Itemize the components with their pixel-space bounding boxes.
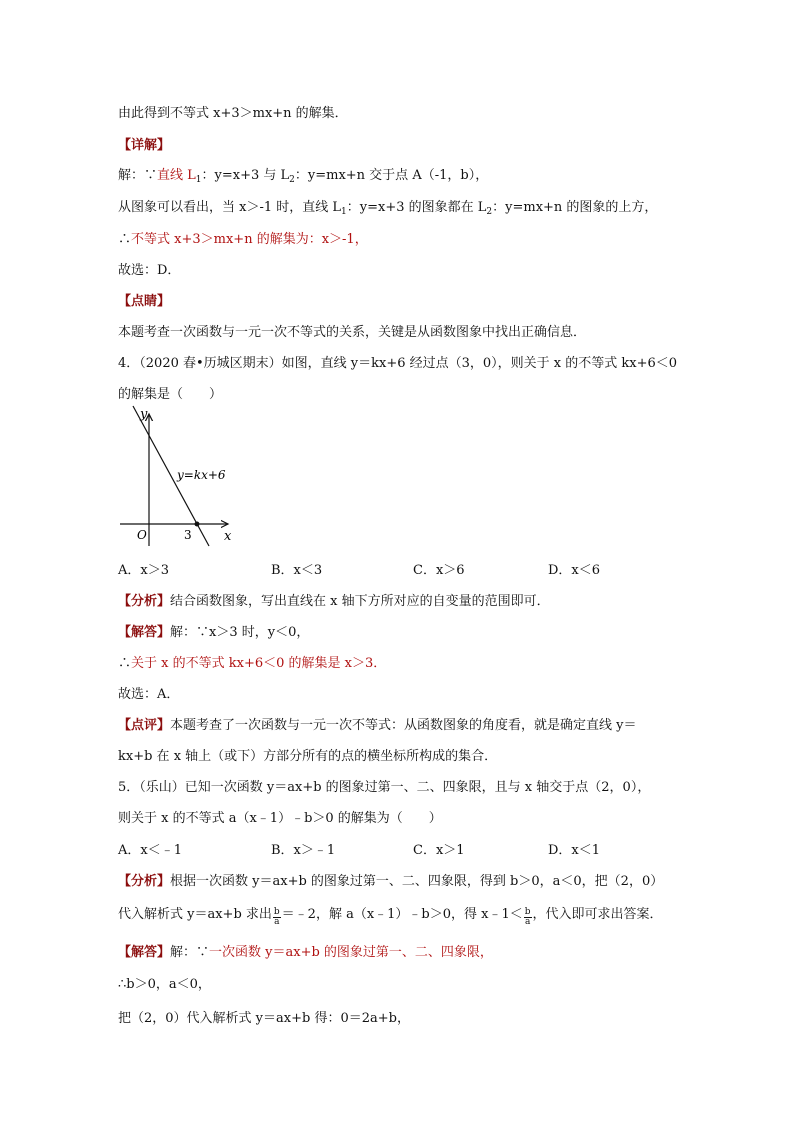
section-heading-comment: 【点睛】 bbox=[118, 294, 171, 309]
choice-line: 故选：D． bbox=[118, 263, 181, 278]
section-heading-detail: 【详解】 bbox=[118, 138, 171, 153]
q4-comment: 【点评】本题考查了一次函数与一元一次不等式：从函数图象的角度看，就是确定直线 y＝ bbox=[118, 718, 637, 733]
fraction-b-over-a: $\frac{b}{a}$ bbox=[273, 907, 280, 927]
option-b[interactable]: B．x＜3 bbox=[271, 563, 323, 578]
q5-answer: 【解答】解：∵一次函数 y＝ax+b 的图象过第一、二、四象限， bbox=[118, 945, 493, 960]
option-a[interactable]: A．x＞3 bbox=[118, 563, 169, 578]
q4-choice: 故选：A． bbox=[118, 687, 180, 702]
result-line: ∴不等式 x+3＞mx+n 的解集为：x＞-1， bbox=[118, 232, 368, 247]
comment-text: 本题考查一次函数与一元一次不等式的关系，关键是从函数图象中找出正确信息． bbox=[118, 325, 587, 340]
function-graph bbox=[112, 402, 242, 550]
tick-label: 3 bbox=[184, 528, 192, 542]
option-b[interactable]: B．x＞﹣1 bbox=[271, 843, 336, 858]
q5-line-3: 把（2，0）代入解析式 y＝ax+b 得：0＝2a+b， bbox=[118, 1011, 410, 1026]
intersection-point bbox=[195, 522, 200, 527]
line-label: y=kx+6 bbox=[177, 468, 226, 482]
q5-line-2: ∴b＞0，a＜0， bbox=[118, 977, 211, 992]
q4-comment-cont: kx+b 在 x 轴上（或下）方部分所有的点的横坐标所构成的集合． bbox=[118, 749, 498, 764]
option-a[interactable]: A．x＜﹣1 bbox=[118, 843, 182, 858]
x-axis-label: x bbox=[224, 529, 232, 544]
q4-result: ∴关于 x 的不等式 kx+6＜0 的解集是 x＞3． bbox=[118, 656, 387, 671]
origin-label: O bbox=[137, 528, 147, 542]
option-d[interactable]: D．x＜1 bbox=[548, 843, 601, 858]
solution-line: 解：∵直线 $L_1$：y=x+3 与 $L_2$：y=mx+n 交于点 A（-1，b）， bbox=[118, 168, 489, 185]
option-c[interactable]: C．x＞6 bbox=[413, 563, 465, 578]
q5-analysis-cont: 代入解析式 y＝ax+b 求出 $\frac{b}{a}$ ＝﹣2，解 a（x﹣1）﹣b＞0，得 x﹣1＜ $\frac{b}{a}$ ，代入即可求出答案． bbox=[118, 907, 663, 927]
question-4-stem: 4．（2020 春•历城区期末）如图，直线 y＝kx+6 经过点（3，0），则关于 x 的不等式 kx+6＜0 bbox=[118, 356, 678, 371]
y-axis-label: y bbox=[140, 407, 148, 422]
question-5-stem: 5．（乐山）已知一次函数 y＝ax+b 的图象过第一、二、四象限，且与 x 轴交于点（2，0）， bbox=[118, 780, 651, 795]
q4-answer: 【解答】解：∵x＞3 时，y＜0， bbox=[118, 625, 310, 640]
text-line: 由此得到不等式 x+3＞mx+n 的解集． bbox=[118, 106, 348, 121]
option-c[interactable]: C．x＞1 bbox=[413, 843, 465, 858]
fraction-b-over-a: $\frac{b}{a}$ bbox=[524, 907, 531, 927]
q4-analysis: 【分析】结合函数图象，写出直线在 x 轴下方所对应的自变量的范围即可． bbox=[118, 594, 550, 609]
question-5-stem-cont: 则关于 x 的不等式 a（x﹣1）﹣b＞0 的解集为（ ） bbox=[118, 811, 442, 826]
q5-analysis: 【分析】根据一次函数 y＝ax+b 的图象过第一、二、四象限，得到 b＞0，a＜0，把（2，0） bbox=[118, 874, 664, 889]
observation-line: 从图象可以看出，当 x＞-1 时，直线 $L_1$：y=x+3 的图象都在 $L_2$：y=mx+n 的图象的上方， bbox=[118, 200, 658, 217]
option-d[interactable]: D．x＜6 bbox=[548, 563, 601, 578]
question-4-stem-cont: 的解集是（ ） bbox=[118, 387, 223, 402]
